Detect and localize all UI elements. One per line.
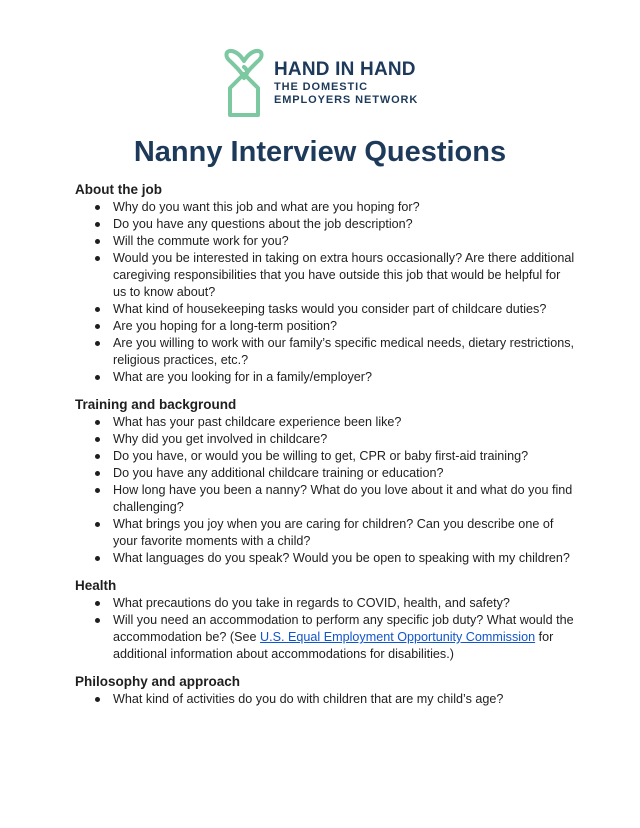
list-item: What precautions do you take in regards to COVID, health, and safety? bbox=[75, 595, 575, 612]
list-item: What kind of activities do you do with children that are my child’s age? bbox=[75, 691, 575, 708]
list-item: What kind of housekeeping tasks would you consider part of childcare duties? bbox=[75, 301, 575, 318]
heart-house-icon bbox=[222, 44, 268, 120]
list-item: Why do you want this job and what are you hoping for? bbox=[75, 199, 575, 216]
list-item: What has your past childcare experience been like? bbox=[75, 414, 575, 431]
section-heading: Philosophy and approach bbox=[75, 674, 241, 689]
list-item: How long have you been a nanny? What do you love about it and what do you find challenging? bbox=[75, 482, 575, 516]
list-item: Do you have any questions about the job description? bbox=[75, 216, 575, 233]
list-item: Why did you get involved in childcare? bbox=[75, 431, 575, 448]
list-item: What are you looking for in a family/employer? bbox=[75, 369, 575, 386]
list-item-accommodation bbox=[75, 612, 575, 663]
list-item: What languages do you speak? Would you be open to speaking with my children? bbox=[75, 550, 575, 567]
list-item: Are you willing to work with our family’s specific medical needs, dietary restrictions, religious practices, etc.? bbox=[75, 335, 575, 369]
section-training-and-background bbox=[75, 396, 575, 567]
accommodation-text: Will you need an accommodation to perform any specific job duty? What would the accommodation be? (See bbox=[113, 613, 574, 644]
questions-content bbox=[75, 181, 575, 708]
logo-name: HAND IN HAND bbox=[274, 59, 416, 80]
page-title: Nanny Interview Questions bbox=[133, 136, 507, 168]
section-health bbox=[75, 577, 575, 663]
question-list bbox=[75, 691, 575, 708]
section-philosophy-and-approach bbox=[75, 673, 575, 708]
section-heading: Training and background bbox=[75, 397, 237, 412]
list-item: Do you have, or would you be willing to get, CPR or baby first-aid training? bbox=[75, 448, 575, 465]
question-list bbox=[75, 199, 575, 386]
list-item: Do you have any additional childcare training or education? bbox=[75, 465, 575, 482]
eeoc-link[interactable]: U.S. Equal Employment Opportunity Commission bbox=[260, 630, 536, 644]
question-list bbox=[75, 595, 575, 663]
section-about-the-job bbox=[75, 181, 575, 386]
list-item: What brings you joy when you are caring for children? Can you describe one of your favorite moments with a child? bbox=[75, 516, 575, 550]
hand-in-hand-logo bbox=[222, 44, 422, 120]
question-list bbox=[75, 414, 575, 567]
list-item: Will the commute work for you? bbox=[75, 233, 575, 250]
accommodation-note: for additional information about accommodations for disabilities.) bbox=[113, 630, 554, 661]
logo-tagline-2: EMPLOYERS NETWORK bbox=[274, 94, 419, 106]
section-heading: About the job bbox=[75, 182, 162, 197]
list-item: Would you be interested in taking on extra hours occasionally? Are there additional caregiving responsibilities that you have outside this job that would be helpful for us to know about? bbox=[75, 250, 575, 301]
logo-tagline-1: THE DOMESTIC bbox=[274, 81, 368, 93]
list-item: Are you hoping for a long-term position? bbox=[75, 318, 575, 335]
section-heading: Health bbox=[75, 578, 117, 593]
